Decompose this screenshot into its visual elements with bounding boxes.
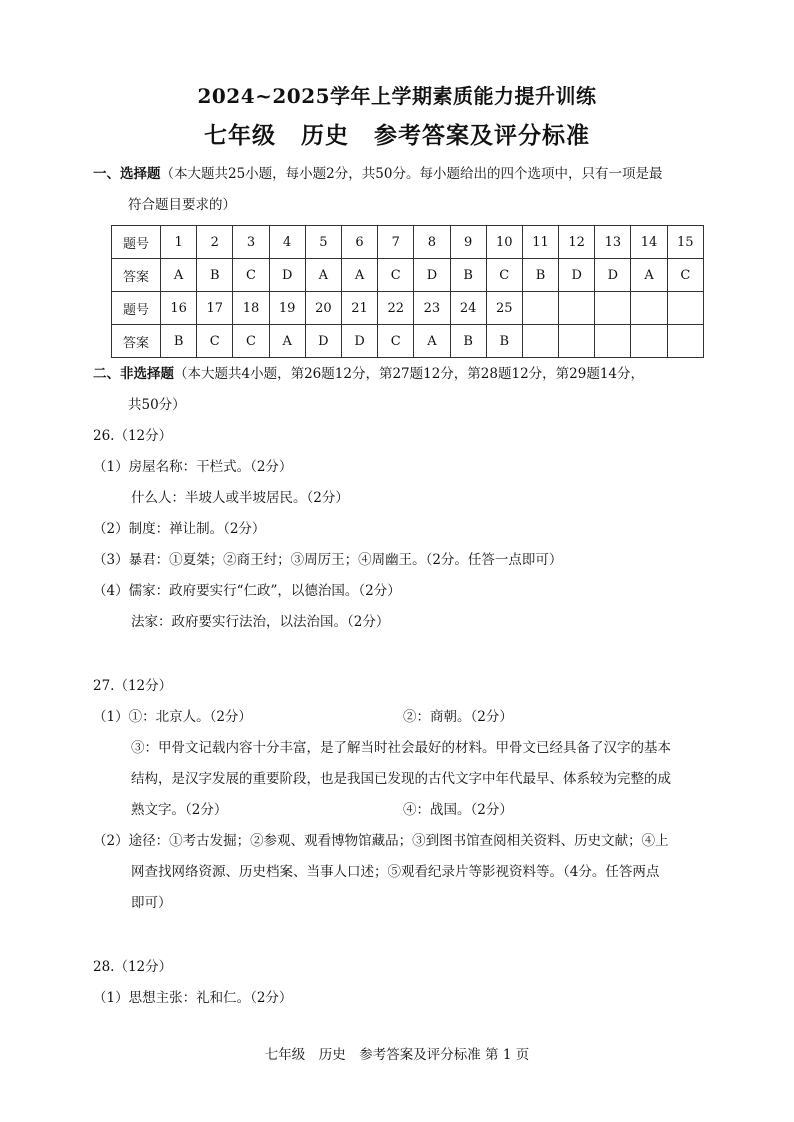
q27-answer-1c: ③：甲骨文记载内容十分丰富，是了解当时社会最好的材料。甲骨文已经具备了汉字的基本 <box>131 740 671 756</box>
table-cell: 2 <box>197 226 233 259</box>
section1-description: （本大题共25小题，每小题2分，共50分。每小题给出的四个选项中，只有一项是最 <box>160 166 663 182</box>
section1-intro <box>93 162 662 182</box>
table-cell: 22 <box>378 292 414 325</box>
section2-description: （本大题共4小题，第26题12分，第27题12分，第28题12分，第29题14分， <box>174 366 645 382</box>
document-title: 2024~2025学年上学期素质能力提升训练 <box>197 84 597 108</box>
table-cell: 15 <box>667 226 703 259</box>
q26-answer-4b: 法家：政府要实行法治，以法治国。（2分） <box>131 614 390 630</box>
table-cell-empty <box>595 325 631 358</box>
table-cell: 1 <box>161 226 197 259</box>
table-cell-empty <box>667 325 703 358</box>
answer-table <box>111 225 704 358</box>
table-cell: A <box>161 259 197 292</box>
table-cell-empty <box>522 325 558 358</box>
table-cell: C <box>378 259 414 292</box>
q26-answer-4: （4）儒家：政府要实行“仁政”，以德治国。（2分） <box>93 583 401 599</box>
table-cell: D <box>305 325 341 358</box>
table-header-cell: 题号 <box>112 226 161 259</box>
table-cell-empty <box>631 292 667 325</box>
table-cell: D <box>414 259 450 292</box>
page-footer: 七年级 历史 参考答案及评分标准 第 1 页 <box>264 1047 530 1063</box>
table-cell: 3 <box>233 226 269 259</box>
table-row-questions-1 <box>112 226 704 259</box>
table-cell: D <box>269 259 305 292</box>
table-cell-empty <box>667 292 703 325</box>
table-cell: 24 <box>450 292 486 325</box>
q27-answer-1c-cont: 结构，是汉字发展的重要阶段，也是我国已发现的古代文字中年代最早、体系较为完整的成 <box>131 771 671 787</box>
table-cell: 9 <box>450 226 486 259</box>
subtitle-doc-name: 参考答案及评分标准 <box>374 122 591 149</box>
table-cell: 19 <box>269 292 305 325</box>
q26-answer-1: （1）房屋名称：干栏式。（2分） <box>93 459 293 475</box>
table-cell-empty <box>522 292 558 325</box>
table-row-questions-2 <box>112 292 704 325</box>
table-cell-empty <box>559 292 595 325</box>
table-cell: A <box>341 259 377 292</box>
table-cell: 10 <box>486 226 522 259</box>
table-cell: 18 <box>233 292 269 325</box>
table-cell: D <box>341 325 377 358</box>
section1-heading: 一、选择题 <box>93 166 161 182</box>
table-cell: 4 <box>269 226 305 259</box>
section2-heading: 二、非选择题 <box>93 366 174 382</box>
table-cell: C <box>197 325 233 358</box>
table-row-answers-2 <box>112 325 704 358</box>
table-header-cell: 答案 <box>112 325 161 358</box>
table-cell: C <box>378 325 414 358</box>
q27-answer-2-cont: 网查找网络资源、历史档案、当事人口述；⑤观看纪录片等影视资料等。（4分。任答两点 <box>131 864 660 880</box>
table-cell: A <box>269 325 305 358</box>
table-cell: 20 <box>305 292 341 325</box>
table-cell: 11 <box>522 226 558 259</box>
document-subtitle <box>0 117 794 150</box>
section2-description-cont: 共50分） <box>128 397 186 413</box>
table-cell: B <box>486 325 522 358</box>
subtitle-subject: 历史 <box>301 122 349 149</box>
q27-answer-1a: （1）①：北京人。（2分） <box>93 709 252 725</box>
table-cell: B <box>161 325 197 358</box>
q26-answer-2: （2）制度：禅让制。（2分） <box>93 521 266 537</box>
table-cell-empty <box>559 325 595 358</box>
table-cell: 21 <box>341 292 377 325</box>
table-cell: B <box>197 259 233 292</box>
table-cell: 17 <box>197 292 233 325</box>
table-cell: 5 <box>305 226 341 259</box>
table-cell: 13 <box>595 226 631 259</box>
q28-answer-1: （1）思想主张：礼和仁。（2分） <box>93 990 293 1006</box>
q27-answer-1b: ②：商朝。（2分） <box>403 709 513 725</box>
table-cell: A <box>631 259 667 292</box>
table-cell: 25 <box>486 292 522 325</box>
table-cell: D <box>559 259 595 292</box>
q27-answer-2-end: 即可） <box>131 895 172 911</box>
table-header-cell: 题号 <box>112 292 161 325</box>
q27-answer-2: （2）途径：①考古发掘；②参观、观看博物馆藏品；③到图书馆查阅相关资料、历史文献；④上 <box>93 833 669 849</box>
table-cell: 8 <box>414 226 450 259</box>
q27-answer-1d: ④：战国。（2分） <box>403 802 513 818</box>
table-cell: 7 <box>378 226 414 259</box>
q26-answer-1b: 什么人：半坡人或半坡居民。（2分） <box>131 490 349 506</box>
section1-description-cont: 符合题目要求的） <box>128 197 236 213</box>
table-cell: A <box>414 325 450 358</box>
table-cell: 12 <box>559 226 595 259</box>
table-cell-empty <box>631 325 667 358</box>
q28-title: 28.（12分） <box>93 959 173 975</box>
section2-intro <box>93 362 644 382</box>
table-cell: C <box>233 259 269 292</box>
table-row-answers-1 <box>112 259 704 292</box>
subtitle-grade: 七年级 <box>203 122 276 149</box>
table-cell: 23 <box>414 292 450 325</box>
table-cell: B <box>522 259 558 292</box>
q26-title: 26.（12分） <box>93 428 173 444</box>
table-cell: 16 <box>161 292 197 325</box>
q27-answer-1c-end: 熟文字。（2分） <box>131 802 228 818</box>
table-cell: B <box>450 325 486 358</box>
q26-answer-3: （3）暴君：①夏桀；②商王纣；③周厉王；④周幽王。（2分。任答一点即可） <box>93 552 563 568</box>
table-cell-empty <box>595 292 631 325</box>
table-cell: C <box>667 259 703 292</box>
table-cell: A <box>305 259 341 292</box>
q27-title: 27.（12分） <box>93 678 173 694</box>
table-cell: B <box>450 259 486 292</box>
table-cell: C <box>486 259 522 292</box>
table-cell: 14 <box>631 226 667 259</box>
table-cell: 6 <box>341 226 377 259</box>
table-header-cell: 答案 <box>112 259 161 292</box>
table-cell: C <box>233 325 269 358</box>
table-cell: D <box>595 259 631 292</box>
